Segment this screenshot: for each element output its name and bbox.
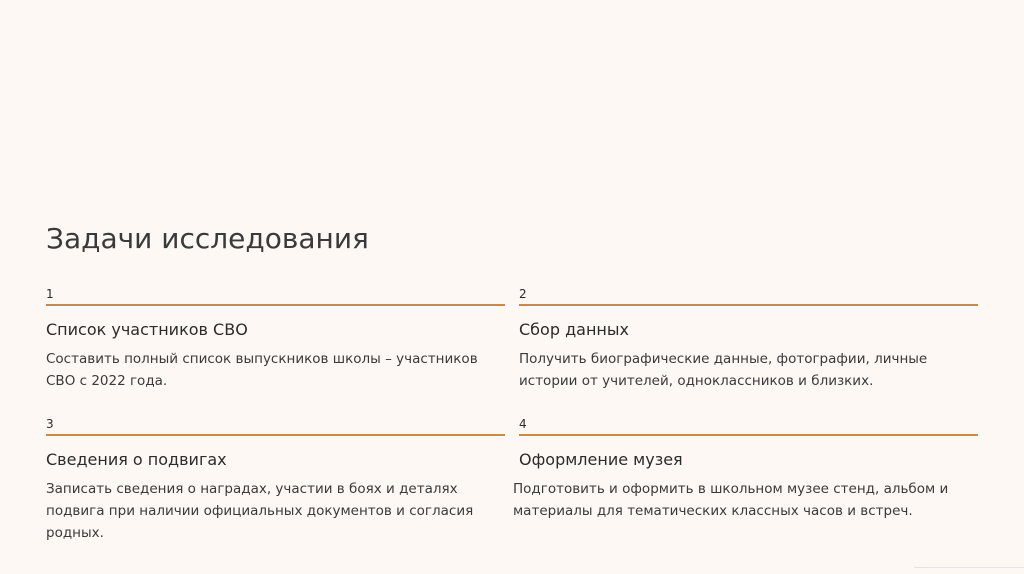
task-number: 3	[46, 417, 54, 431]
task-card-2	[519, 286, 978, 392]
task-description: Составить полный список выпускников школы – участников СВО с 2022 года.	[46, 351, 478, 389]
task-title: Сбор данных	[519, 320, 629, 339]
task-description: Подготовить и оформить в школьном музее стенд, альбом и материалы для тематических классных часов и встреч.	[513, 481, 949, 519]
task-divider	[519, 434, 978, 436]
task-divider	[519, 304, 978, 306]
task-description: Получить биографические данные, фотографии, личные истории от учителей, одноклассников и близких.	[519, 351, 928, 389]
task-number: 4	[519, 417, 527, 431]
task-description: Записать сведения о наградах, участии в боях и деталях подвига при наличии официальных документов и согласия родных.	[46, 481, 474, 541]
task-divider	[46, 434, 505, 436]
footer-divider	[914, 567, 1024, 568]
task-number: 2	[519, 287, 527, 301]
page-title: Задачи исследования	[46, 222, 369, 255]
task-number: 1	[46, 287, 54, 301]
task-title: Список участников СВО	[46, 320, 248, 339]
task-card-3	[46, 416, 505, 544]
task-card-4	[513, 416, 978, 522]
task-divider	[46, 304, 505, 306]
task-card-1	[46, 286, 505, 392]
task-title: Оформление музея	[519, 450, 683, 469]
task-title: Сведения о подвигах	[46, 450, 227, 469]
